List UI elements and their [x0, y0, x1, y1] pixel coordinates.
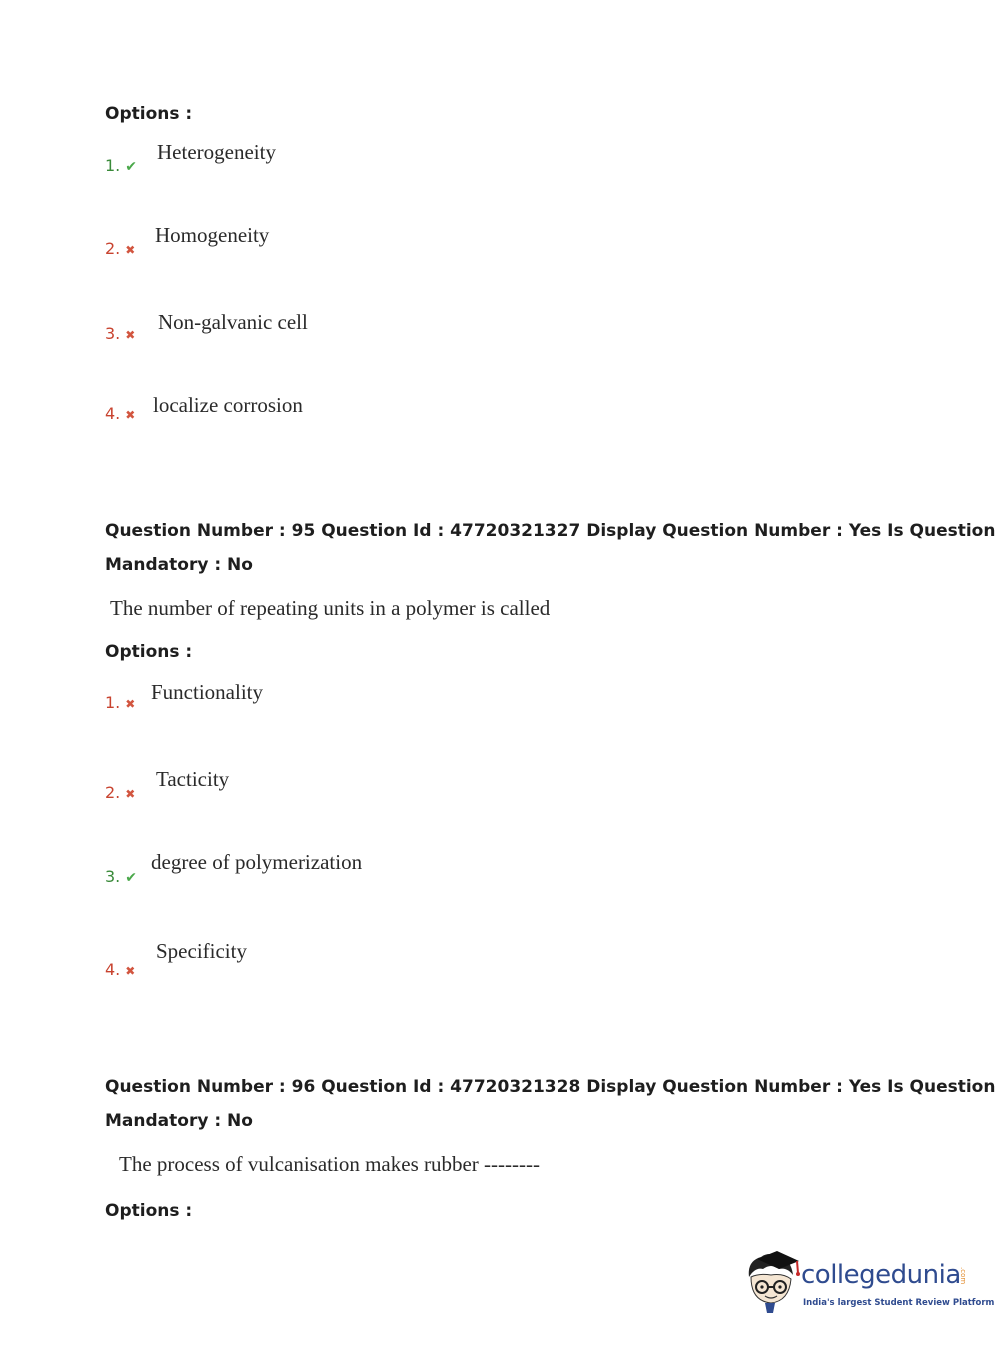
question-header: Question Number : 96 Question Id : 47720321328 Display Question Number : Yes Is Question	[105, 1077, 996, 1097]
logo-wordmark: collegedunia	[801, 1260, 961, 1290]
question-mandatory: Mandatory : No	[105, 555, 253, 575]
cross-icon: ✖	[125, 697, 136, 711]
logo-domain: .com	[959, 1267, 967, 1285]
check-icon: ✔	[125, 870, 137, 886]
cross-icon: ✖	[125, 787, 136, 801]
option-number: 4. ✖	[105, 404, 136, 423]
option-number: 4. ✖	[105, 960, 136, 979]
cross-icon: ✖	[125, 328, 136, 342]
question-mandatory: Mandatory : No	[105, 1111, 253, 1131]
mascot-icon	[743, 1249, 801, 1319]
option-text: Non-galvanic cell	[158, 310, 308, 334]
option-number: 2. ✖	[105, 239, 136, 258]
cross-icon: ✖	[125, 243, 136, 257]
option-text: Homogeneity	[155, 223, 270, 247]
option-number: 2. ✖	[105, 783, 136, 802]
options-label: Options :	[105, 642, 193, 662]
options-label: Options :	[105, 104, 193, 124]
option-text: Functionality	[151, 680, 263, 704]
option-text: degree of polymerization	[151, 850, 363, 874]
question-header: Question Number : 95 Question Id : 47720321327 Display Question Number : Yes Is Question	[105, 521, 996, 541]
check-icon: ✔	[125, 159, 137, 175]
option-number: 1. ✔	[105, 156, 137, 175]
logo-tagline: India's largest Student Review Platform	[803, 1298, 995, 1308]
question-text: The number of repeating units in a polymer is called	[110, 596, 551, 620]
option-number: 3. ✖	[105, 324, 136, 343]
options-label: Options :	[105, 1201, 193, 1221]
option-text: localize corrosion	[153, 393, 303, 417]
cross-icon: ✖	[125, 408, 136, 422]
option-number: 1. ✖	[105, 693, 136, 712]
cross-icon: ✖	[125, 964, 136, 978]
question-text: The process of vulcanisation makes rubber --------	[119, 1152, 540, 1176]
option-text: Heterogeneity	[157, 140, 276, 164]
option-text: Specificity	[156, 939, 247, 963]
collegedunia-logo	[743, 1249, 995, 1319]
option-text: Tacticity	[156, 767, 230, 791]
option-number: 3. ✔	[105, 867, 137, 886]
